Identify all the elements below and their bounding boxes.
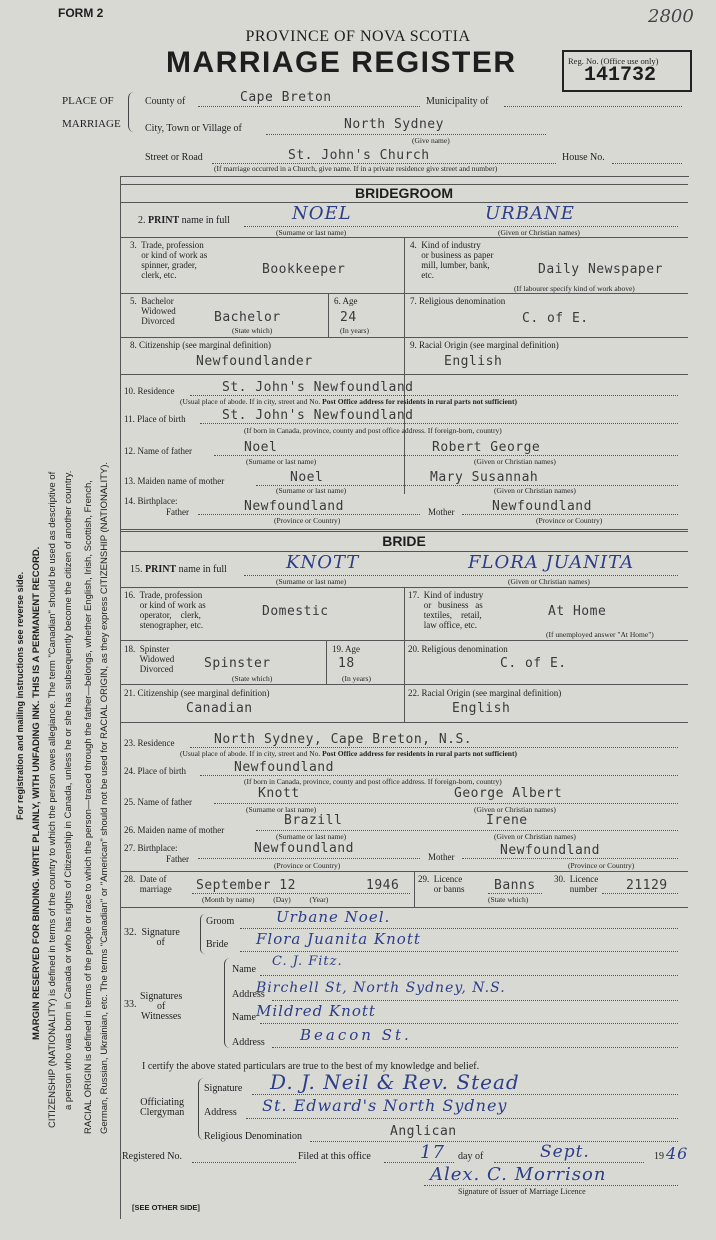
marriage-date: September 12 — [196, 878, 296, 893]
filed-label: Filed at this office — [298, 1151, 371, 1162]
street-label: Street or Road — [145, 152, 203, 163]
form-number: FORM 2 — [58, 6, 104, 20]
issuer-caption: Signature of Issuer of Marriage Licence — [458, 1187, 586, 1196]
field-17-label: 17. Kind of industry or business as textiles, retail, law office, etc. — [408, 590, 484, 630]
field-27-label: 27. Birthplace: — [124, 843, 178, 853]
groom-racial-origin: English — [444, 354, 503, 369]
field-5-label: 5. Bachelor Widowed Divorced — [130, 296, 176, 326]
bride-caption-given: (Given or Christian names) — [508, 577, 590, 586]
bride-mother-given: Irene — [486, 813, 528, 828]
bride-trade: Domestic — [262, 604, 329, 619]
bride-caption-mother-surname: (Surname or last name) — [276, 832, 347, 841]
bride-citizenship: Canadian — [186, 701, 253, 716]
bride-caption-in-years: (In years) — [342, 674, 371, 683]
street-value: St. John's Church — [288, 148, 430, 163]
field-25-label: 25. Name of father — [124, 797, 192, 807]
clergy-signature-label: Signature — [204, 1083, 243, 1094]
licence-type: Banns — [494, 878, 536, 893]
groom-sig-label: Groom — [206, 916, 235, 927]
bride-mother-surname: Brazill — [284, 813, 343, 828]
groom-birthplace: St. John's Newfoundland — [222, 408, 414, 423]
office-stamp-number: 2800 — [648, 6, 694, 27]
bride-age: 18 — [338, 656, 355, 671]
city-value: North Sydney — [344, 117, 444, 132]
filed-day: 17 — [420, 1142, 445, 1163]
licence-number: 21129 — [626, 878, 668, 893]
caption-mother-given: (Given or Christian names) — [494, 486, 576, 495]
issuer-signature: Alex. C. Morrison — [430, 1164, 607, 1185]
caption-prov-1: (Province or Country) — [274, 516, 341, 525]
clergy-address-label: Address — [204, 1107, 237, 1118]
officiating-label: Officiating Clergyman — [140, 1097, 185, 1118]
bride-birthplace: Newfoundland — [234, 760, 334, 775]
field-17-caption: (If unemployed answer "At Home") — [546, 630, 654, 639]
margin-citizenship-definition-2: a person who was born in Canada or who has rights of Citizenship in Canada, unless he or she has subsequently become the citizen of another country. — [63, 470, 74, 1110]
margin-racial-definition-2: German, Russian, Ukrainian, etc. The terms "Canadian" or "American" should not be used for RACIAL ORIGIN, as they express CITIZENSHIP (NATIONALITY). — [99, 461, 110, 1134]
field-12-label: 12. Name of father — [124, 446, 192, 456]
house-no-label: House No. — [562, 152, 605, 163]
mother-birthplace-label: Mother — [428, 507, 455, 517]
groom-mother-birthplace: Newfoundland — [492, 499, 592, 514]
margin-note-binding: MARGIN RESERVED FOR BINDING. WRITE PLAINLY, WITH UNFADING INK. THIS IS A PERMANENT RECORD. — [31, 546, 42, 1040]
church-note: (If marriage occurred in a Church, give name. If in a private residence give street and number) — [214, 164, 498, 173]
registered-no-label: Registered No. — [122, 1151, 182, 1162]
field-13-label: 13. Maiden name of mother — [124, 476, 225, 486]
groom-signature: Urbane Noel. — [276, 908, 391, 926]
field-11-label: 11. Place of birth — [124, 414, 186, 424]
county-label: County of — [145, 96, 186, 107]
groom-religion: C. of E. — [522, 311, 589, 326]
bride-status: Spinster — [204, 656, 271, 671]
page-title: MARRIAGE REGISTER — [166, 46, 517, 79]
groom-father-birthplace: Newfoundland — [244, 499, 344, 514]
province-heading: PROVINCE OF NOVA SCOTIA — [245, 28, 471, 45]
bride-caption-prov-1: (Province or Country) — [274, 861, 341, 870]
witness-1-name: C. J. Fitz. — [272, 954, 343, 969]
groom-status: Bachelor — [214, 310, 281, 325]
field-30-label: 30. Licence number — [554, 874, 599, 894]
witness-1-address: Birchell St, North Sydney, N.S. — [256, 980, 506, 996]
field-18-label: 18. Spinster Widowed Divorced — [124, 644, 175, 674]
county-value: Cape Breton — [240, 90, 332, 105]
field-10-label: 10. Residence — [124, 386, 175, 396]
date-caption: (Month by name) (Day) (Year) — [202, 895, 329, 904]
place-of-label: PLACE OF — [62, 95, 114, 107]
bride-caption-surname: (Surname or last name) — [276, 577, 347, 586]
bride-father-birthplace: Newfoundland — [254, 841, 354, 856]
witness-2-address: Beacon St. — [300, 1026, 412, 1044]
field-15-label: 15. PRINT name in full — [130, 564, 227, 575]
clergy-address: St. Edward's North Sydney — [262, 1096, 508, 1115]
clergy-denomination: Anglican — [390, 1124, 457, 1139]
licence-state-caption: (State which) — [488, 895, 529, 904]
field-28-label: 28. Date of marriage — [124, 874, 172, 894]
field-19-label: 19. Age — [332, 644, 360, 654]
groom-citizenship: Newfoundlander — [196, 354, 313, 369]
witness-brace — [224, 958, 231, 1048]
place-brace — [128, 92, 137, 132]
groom-mother-surname: Noel — [290, 470, 324, 485]
field-22-label: 22. Racial Origin (see marginal definition) — [408, 688, 562, 698]
bride-given-names: FLORA JUANITA — [468, 552, 635, 573]
witness-2-name: Mildred Knott — [256, 1002, 376, 1020]
caption-in-years: (In years) — [340, 326, 369, 335]
field-16-label: 16. Trade, profession or kind of work as operator, clerk, stenographer, etc. — [124, 590, 206, 630]
bride-residence-caption: (Usual place of abode. If in city, street and No. Post Office address for residents in rural parts not sufficient) — [180, 749, 517, 758]
field-29-label: 29. Licence or banns — [418, 874, 465, 894]
city-label: City, Town or Village of — [145, 123, 242, 134]
field-21-label: 21. Citizenship (see marginal definition) — [124, 688, 270, 698]
reg-no-value: 141732 — [584, 64, 657, 87]
field-8-label: 8. Citizenship (see marginal definition) — [130, 340, 272, 350]
groom-father-surname: Noel — [244, 440, 278, 455]
filed-year-prefix: 19 — [654, 1151, 664, 1162]
margin-note-instructions: For registration and mailing instructions see reverse side. — [15, 571, 25, 820]
bride-father-surname: Knott — [258, 786, 300, 801]
bride-mother-birthplace-label: Mother — [428, 852, 455, 862]
caption-surname: (Surname or last name) — [276, 228, 347, 237]
day-of-label: day of — [458, 1151, 484, 1162]
marriage-year: 1946 — [366, 878, 400, 893]
caption-given: (Given or Christian names) — [498, 228, 580, 237]
reg-no-label: Reg. No. (Office use only) — [568, 56, 659, 66]
field-26-label: 26. Maiden name of mother — [124, 825, 225, 835]
groom-trade: Bookkeeper — [262, 262, 346, 277]
field-2-label: 2. PRINT name in full — [138, 215, 230, 226]
bride-mother-birthplace: Newfoundland — [500, 843, 600, 858]
bride-caption-father-surname: (Surname or last name) — [246, 805, 317, 814]
groom-mother-given: Mary Susannah — [430, 470, 539, 485]
field-32-label: 32. Signature of — [124, 927, 180, 948]
give-name-caption: (Give name) — [412, 136, 450, 145]
bride-caption-state-which: (State which) — [232, 674, 273, 683]
denomination-label: Religious Denomination — [204, 1131, 303, 1142]
section-bride: BRIDE — [382, 533, 426, 549]
municipality-label: Municipality of — [426, 96, 489, 107]
field-3-label: 3. Trade, profession or kind of work as spinner, grader, clerk, etc. — [130, 240, 208, 280]
father-birthplace-label: Father — [166, 507, 189, 517]
field-23-label: 23. Residence — [124, 738, 175, 748]
bride-caption-prov-2: (Province or Country) — [568, 861, 635, 870]
field-24-label: 24. Place of birth — [124, 766, 186, 776]
groom-given-names: URBANE — [485, 203, 575, 224]
field-6-label: 6. Age — [334, 296, 358, 306]
witnesses-label: Signatures of Witnesses — [140, 991, 183, 1022]
field-20-label: 20. Religious denomination — [408, 644, 508, 654]
bride-industry: At Home — [548, 604, 607, 619]
residence-caption: (Usual place of abode. If in city, street and No. Post Office address for residents in rural parts not sufficient) — [180, 397, 517, 406]
field-7-label: 7. Religious denomination — [410, 296, 506, 306]
w1-address-label: Address — [232, 989, 265, 1000]
bride-father-birthplace-label: Father — [166, 854, 189, 864]
section-bridegroom: BRIDEGROOM — [355, 185, 453, 201]
bride-birth-caption: (If born in Canada, province, county and post office address. If foreign-born, country) — [244, 777, 502, 786]
caption-father-given: (Given or Christian names) — [474, 457, 556, 466]
caption-prov-2: (Province or Country) — [536, 516, 603, 525]
bride-signature: Flora Juanita Knott — [256, 930, 421, 948]
bride-surname: KNOTT — [286, 552, 360, 573]
groom-father-given: Robert George — [432, 440, 541, 455]
field-4-label: 4. Kind of industry or business as paper mill, lumber, bank, etc. — [410, 240, 494, 280]
certify-statement: I certify the above stated particulars are true to the best of my knowledge and belief. — [142, 1061, 480, 1072]
groom-age: 24 — [340, 310, 357, 325]
w2-address-label: Address — [232, 1037, 265, 1048]
caption-mother-surname: (Surname or last name) — [276, 486, 347, 495]
w2-name-label: Name — [232, 1012, 256, 1023]
bride-religion: C. of E. — [500, 656, 567, 671]
margin-citizenship-definition-1: CITIZENSHIP (NATIONALITY) is defined in terms of the country to which the person owes allegiance. The term "Canadian" should be used as descriptive of — [47, 471, 58, 1128]
field-4-caption: (If labourer specify kind of work above) — [514, 284, 635, 293]
field-9-label: 9. Racial Origin (see marginal definition) — [410, 340, 559, 350]
bride-father-given: George Albert — [454, 786, 563, 801]
marriage-label: MARRIAGE — [62, 118, 121, 130]
field-14-label: 14. Birthplace: — [124, 496, 178, 506]
clergy-signature: D. J. Neil & Rev. Stead — [270, 1070, 520, 1094]
bride-sig-label: Bride — [206, 939, 229, 950]
bride-residence: North Sydney, Cape Breton, N.S. — [214, 732, 473, 747]
field-33-label: 33. — [124, 999, 137, 1010]
bride-caption-father-given: (Given or Christian names) — [474, 805, 556, 814]
caption-state-which: (State which) — [232, 326, 273, 335]
groom-surname: NOEL — [292, 203, 352, 224]
margin-racial-definition-1: RACIAL ORIGIN is defined in terms of the people or race to which the person—traced through the father—belongs, whether English, Irish, Scottish, French, — [83, 480, 94, 1134]
groom-residence: St. John's Newfoundland — [222, 380, 414, 395]
groom-industry: Daily Newspaper — [538, 262, 663, 277]
see-other-side: [SEE OTHER SIDE] — [132, 1203, 200, 1212]
filed-year: 46 — [666, 1144, 689, 1163]
bride-caption-mother-given: (Given or Christian names) — [494, 832, 576, 841]
filed-month: Sept. — [540, 1142, 590, 1162]
bride-racial-origin: English — [452, 701, 511, 716]
w1-name-label: Name — [232, 964, 256, 975]
caption-father-surname: (Surname or last name) — [246, 457, 317, 466]
birth-caption: (If born in Canada, province, county and post office address. If foreign-born, country) — [244, 426, 502, 435]
